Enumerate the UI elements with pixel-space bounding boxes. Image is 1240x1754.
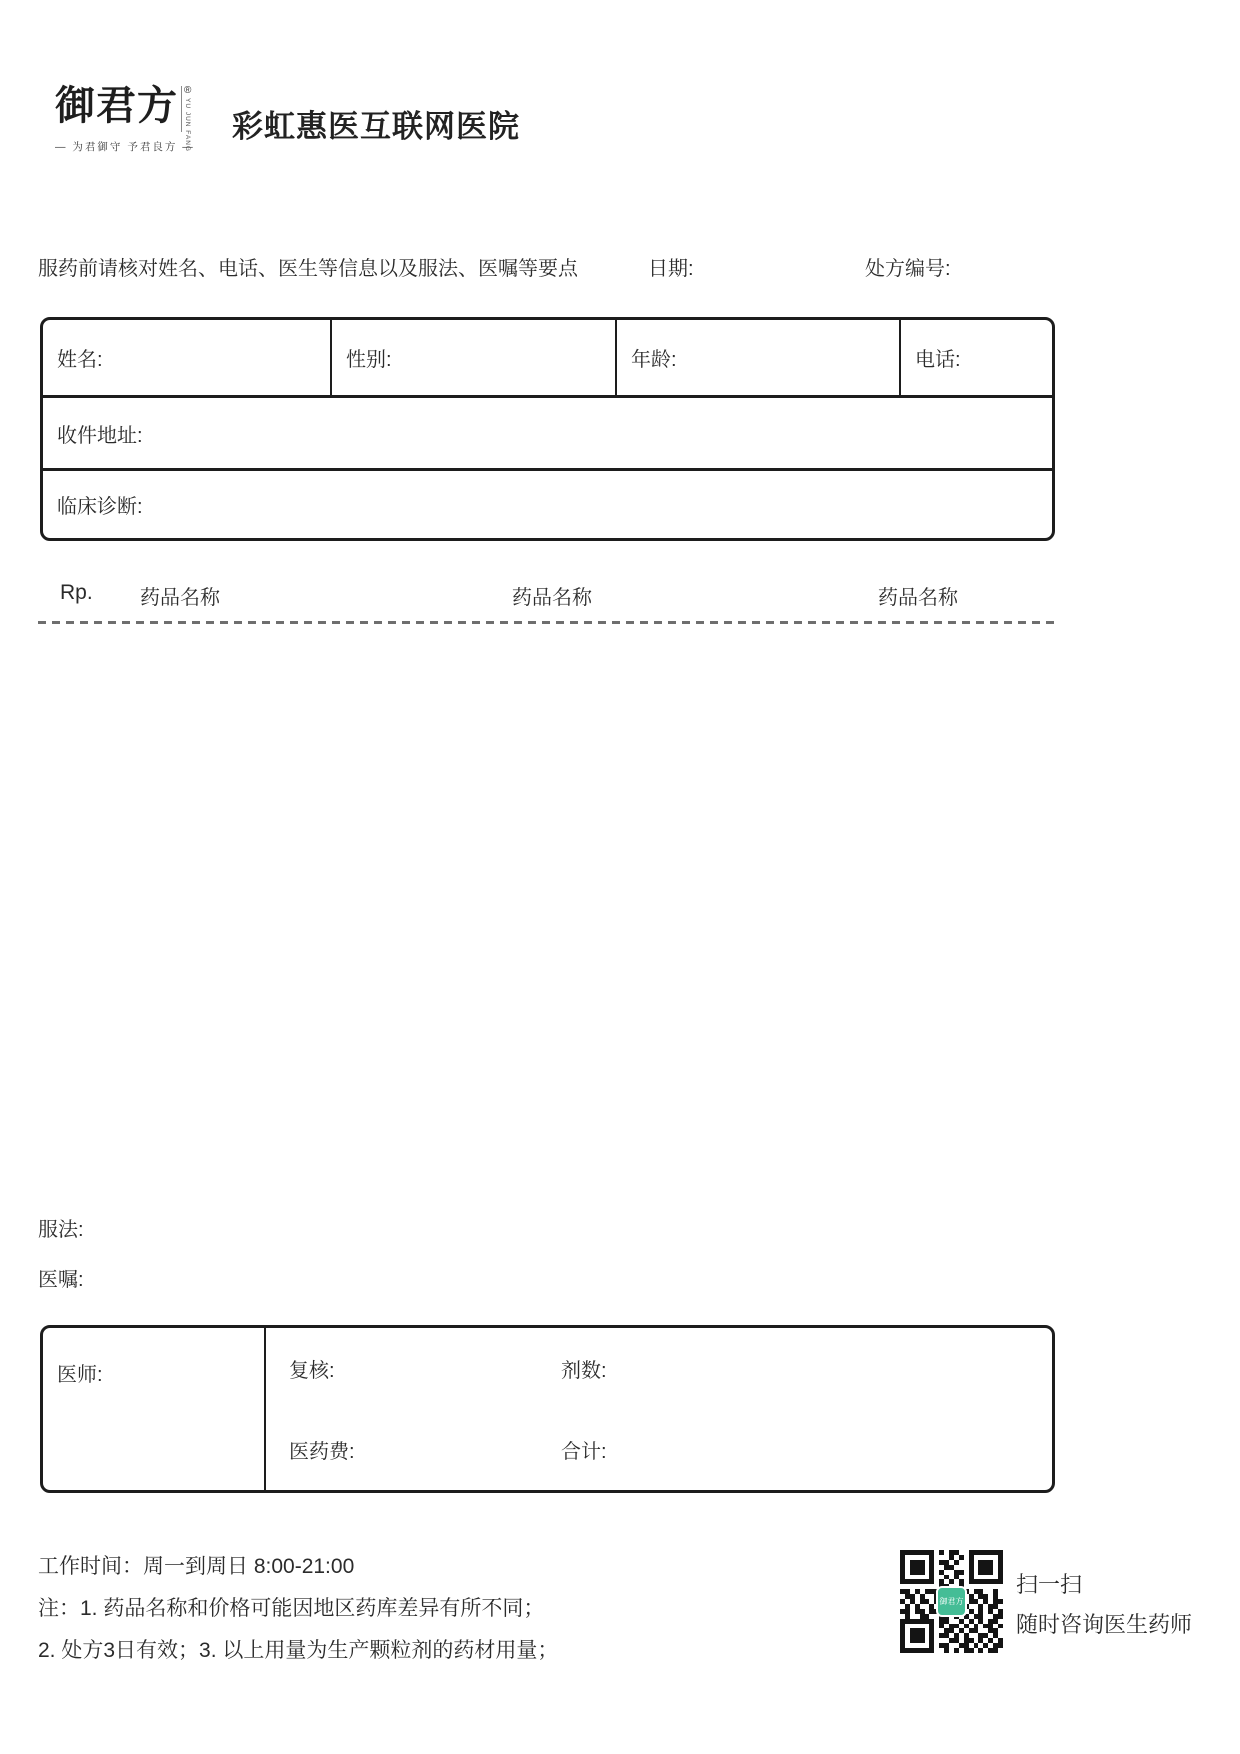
scan-label: 扫一扫 — [1016, 1572, 1083, 1597]
dose-count-field: 剂数: — [561, 1360, 607, 1382]
qr-center-logo: 御君方 — [936, 1586, 967, 1617]
note-line-1: 注：1. 药品名称和价格可能因地区药库差异有所不同； — [38, 1597, 545, 1620]
logo-side — [181, 85, 192, 152]
diagnosis-field: 临床诊断: — [57, 496, 143, 518]
age-field: 年龄: — [617, 320, 901, 395]
signoff-row-2 — [266, 1409, 1052, 1490]
qr-code — [900, 1550, 1003, 1653]
logo-text: 御君方 — [55, 82, 178, 129]
date-label: 日期: — [648, 258, 694, 280]
rx-number-label: 处方编号: — [865, 258, 951, 280]
drug-name-column-1: 药品名称 — [140, 587, 220, 609]
registered-mark-icon: ® — [184, 85, 192, 96]
total-field: 合计: — [561, 1441, 607, 1463]
gender-field: 性别: — [332, 320, 617, 395]
patient-row-basic — [43, 320, 1052, 398]
drug-name-column-2: 药品名称 — [512, 587, 592, 609]
doctor-field: 医师: — [43, 1328, 266, 1490]
advice-label: 医嘱: — [38, 1269, 84, 1291]
name-field: 姓名: — [43, 320, 332, 395]
logo-tagline: — 为君御守 予君良方 — — [55, 141, 195, 153]
phone-field: 电话: — [915, 349, 961, 371]
drug-name-column-3: 药品名称 — [878, 587, 958, 609]
medicine-fee-field: 医药费: — [289, 1441, 355, 1463]
hospital-name: 彩虹惠医互联网医院 — [232, 109, 520, 144]
brand-logo — [55, 82, 195, 154]
note-line-2: 2. 处方3日有效；3. 以上用量为生产颗粒剂的药材用量； — [38, 1639, 559, 1662]
signoff-row-1 — [266, 1328, 1052, 1409]
address-field: 收件地址: — [43, 398, 1052, 471]
rp-label: Rp. — [60, 581, 93, 604]
patient-info-box — [40, 317, 1055, 541]
work-hours: 工作时间：周一到周日 8:00-21:00 — [38, 1555, 355, 1578]
signoff-box — [40, 1325, 1055, 1493]
scan-subtitle: 随时咨询医生药师 — [1016, 1612, 1193, 1637]
logo-pinyin: YU JUN FANG — [184, 98, 192, 152]
check-notice: 服药前请核对姓名、电话、医生等信息以及服法、医嘱等要点 — [38, 258, 578, 280]
usage-label: 服法: — [38, 1219, 84, 1241]
rp-divider-dashed — [38, 621, 1057, 624]
review-field: 复核: — [289, 1360, 335, 1382]
